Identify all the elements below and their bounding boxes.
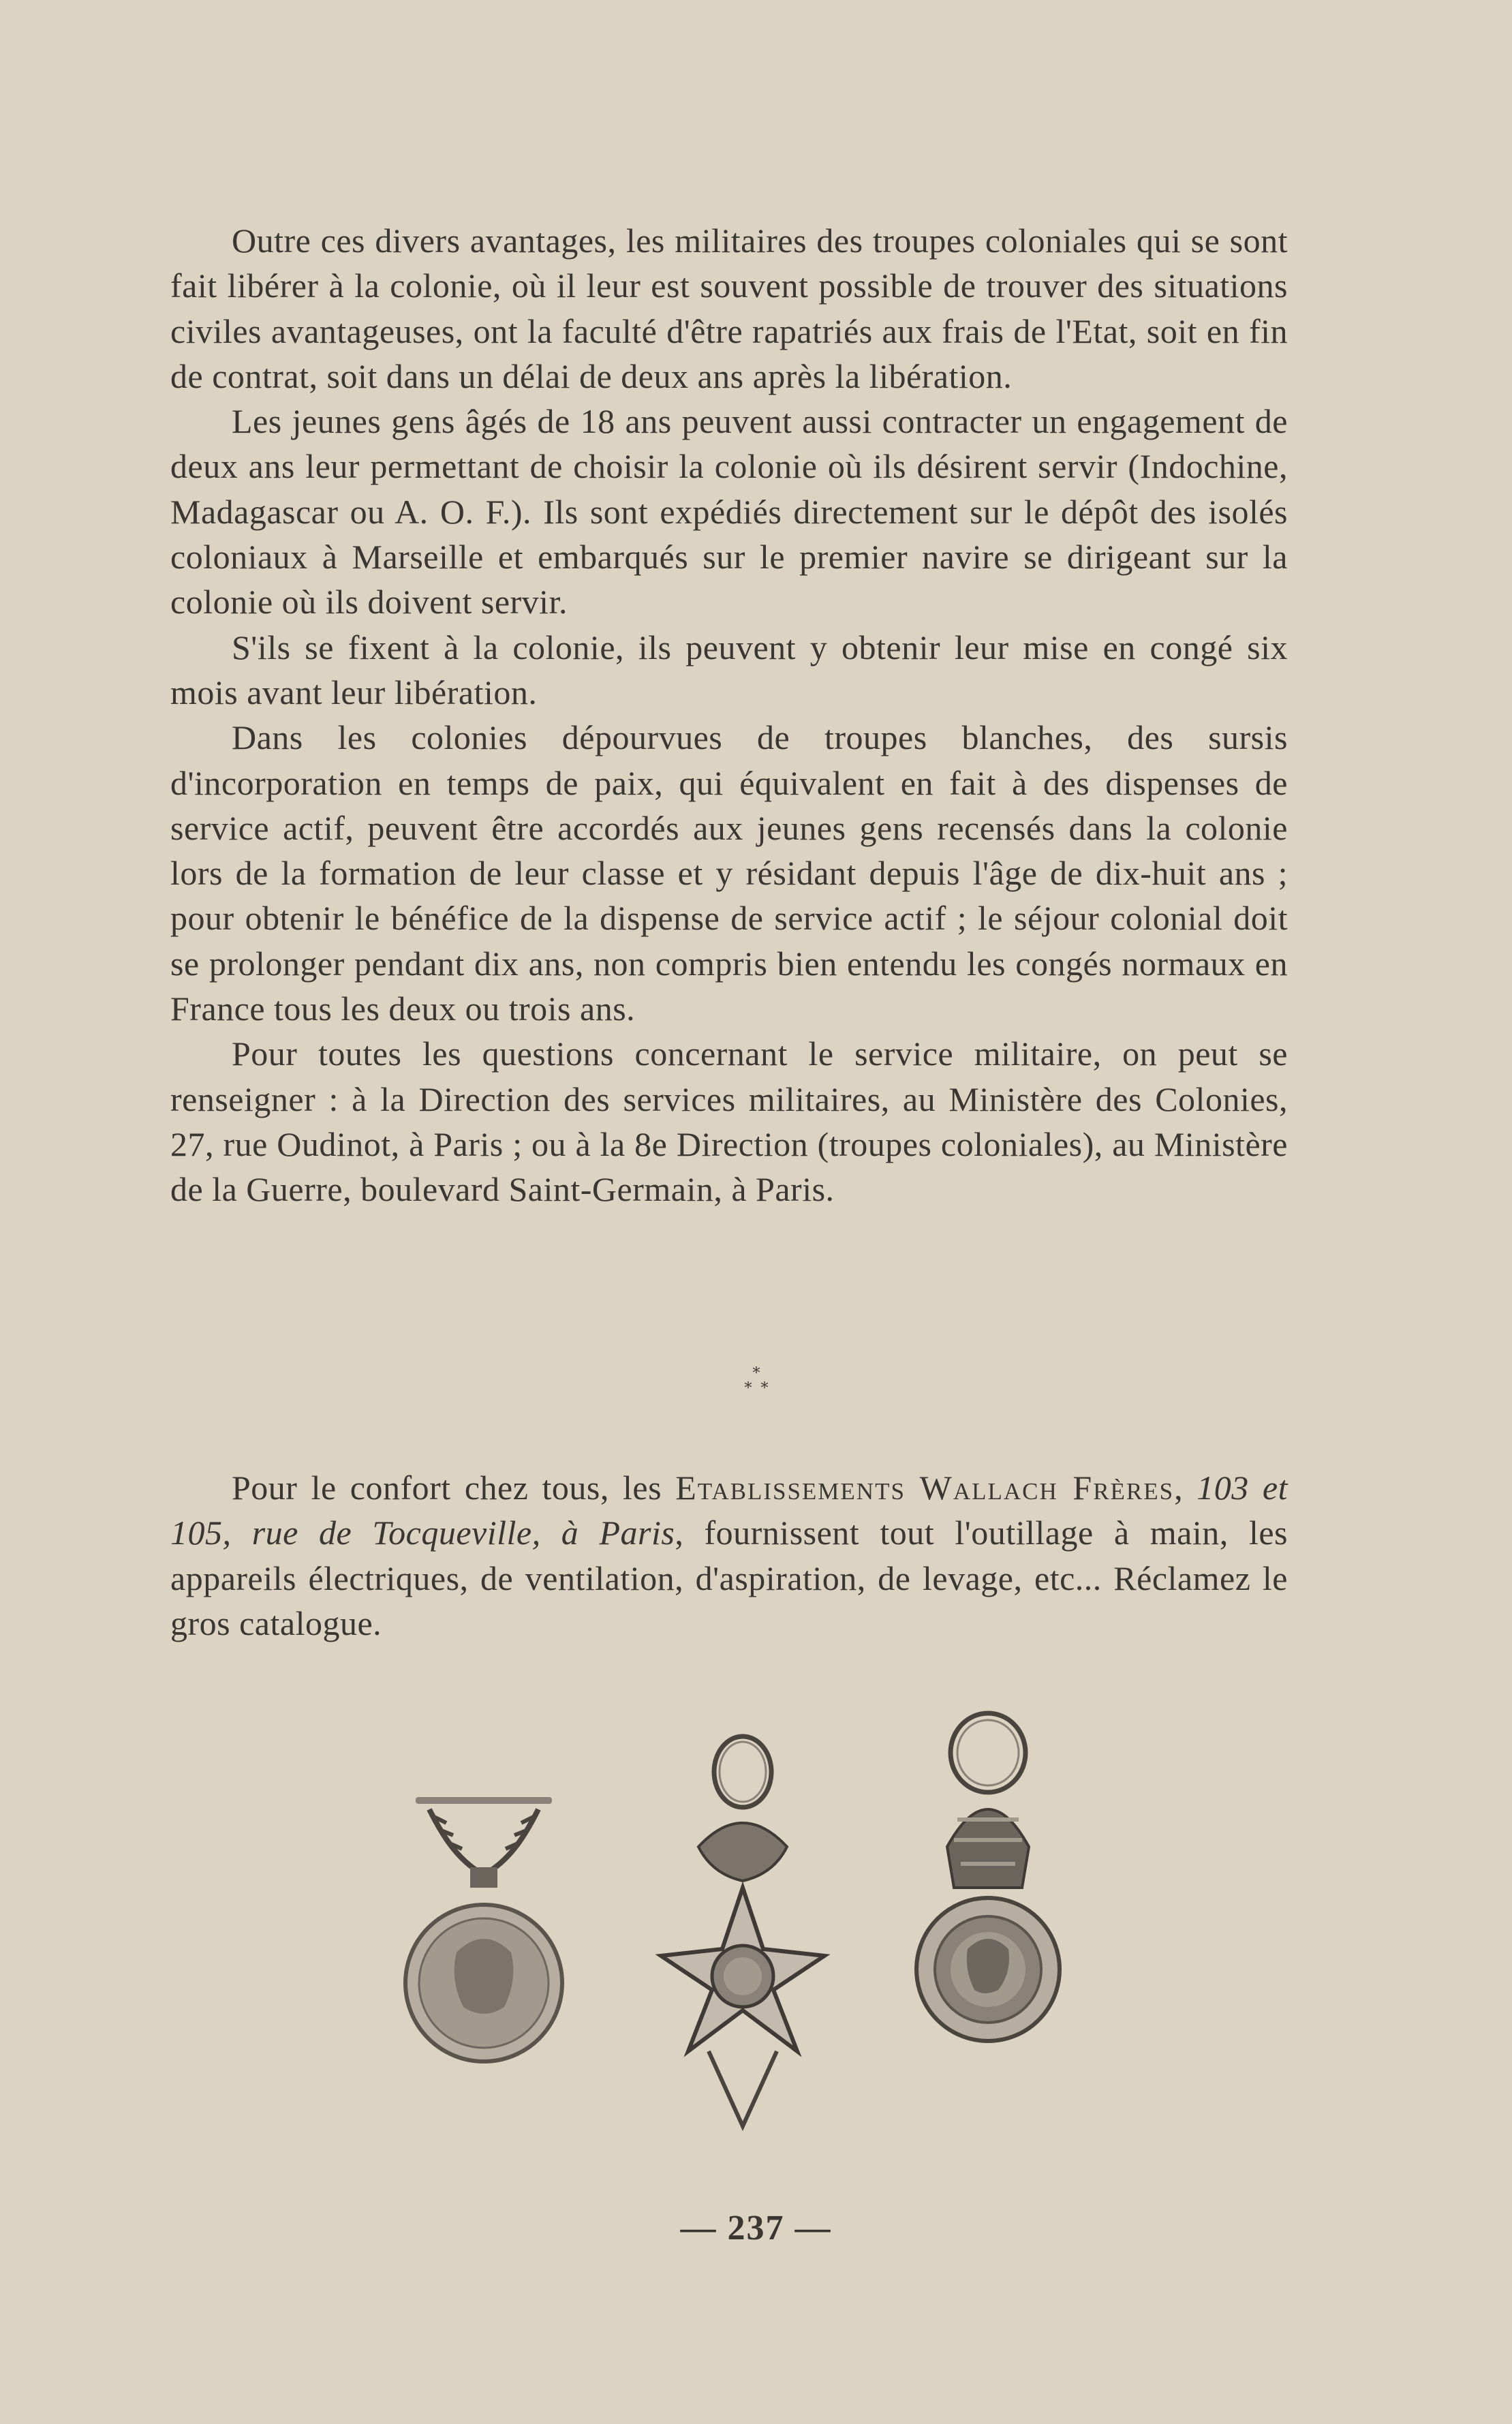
svg-text:*: * [752,1365,760,1382]
ad-company: Etablissements Wallach Frères [675,1469,1175,1507]
paragraph-1: Outre ces divers avantages, les militaires des troupes coloniales qui se sont fait libérer à la colonie, où il leur est souvent possible de trouver des situations civiles avantageuses, ont la faculté d'être rapatriés aux frais de l'Etat, soit en fin de contrat, soit dans un délai de deux ans après la libération. [170,221,1288,395]
colonial-medal-icon [402,1796,566,2082]
paragraph-3: S'ils se fixent à la colonie, ils peuvent y obtenir leur mise en congé six mois avant leur libération. [170,628,1288,711]
ad-comma: , [1174,1469,1197,1507]
military-medal-icon [906,1710,1070,2065]
medals-illustration [402,1731,1070,2140]
main-text [170,218,1288,1212]
ad-rest: , fournissent tout l'outillage à main, les appareils électriques, de ventilation, d'aspiration, de levage, etc... Réclamez le gros catalogue. [170,1514,1288,1642]
paragraph-5: Pour toutes les questions concernant le service militaire, on peut se renseigner : à la Direction des services militaires, au Ministère des Colonies, 27, rue Oudinot, à Paris ; ou à la 8e Direction (troupes coloniales), au Ministère de la Guerre, boulevard Saint-Germain, à Paris. [170,1034,1288,1209]
asterism-separator [715,1363,797,1404]
svg-text:*: * [744,1380,752,1397]
ad-address: 103 et 105, rue de Tocqueville, à Paris [170,1469,1288,1552]
advertisement-text [170,1465,1288,1646]
svg-text:*: * [760,1380,769,1397]
legion-of-honour-icon [634,1731,852,2140]
ad-intro: Pour le confort chez tous, les [232,1469,676,1507]
paragraph-2: Les jeunes gens âgés de 18 ans peuvent aussi contracter un engagement de deux ans leur permettant de choisir la colonie où ils désirent servir (Indochine, Madagascar ou A. O. F.). Ils sont expédiés directement sur le dépôt des isolés coloniaux à Marseille et embarqués sur le premier navire se dirigeant sur la colonie où ils doivent servir. [170,402,1288,622]
page-number: — 237 — [680,2209,832,2247]
asterism-icon [715,1363,797,1404]
advertisement [170,1465,1288,1646]
paragraph-4: Dans les colonies dépourvues de troupes blanches, des sursis d'incorporation en temps de paix, qui équivalent en fait à des dispenses de service actif, peuvent être accordés aux jeunes gens recensés dans la colonie lors de la formation de leur classe et y résidant depuis l'âge de dix-huit ans ; pour obtenir le bénéfice de la dispense de service actif ; le séjour colonial doit se prolonger pendant dix ans, non compris bien entendu les congés normaux en France tous les deux ou trois ans. [170,718,1288,1028]
